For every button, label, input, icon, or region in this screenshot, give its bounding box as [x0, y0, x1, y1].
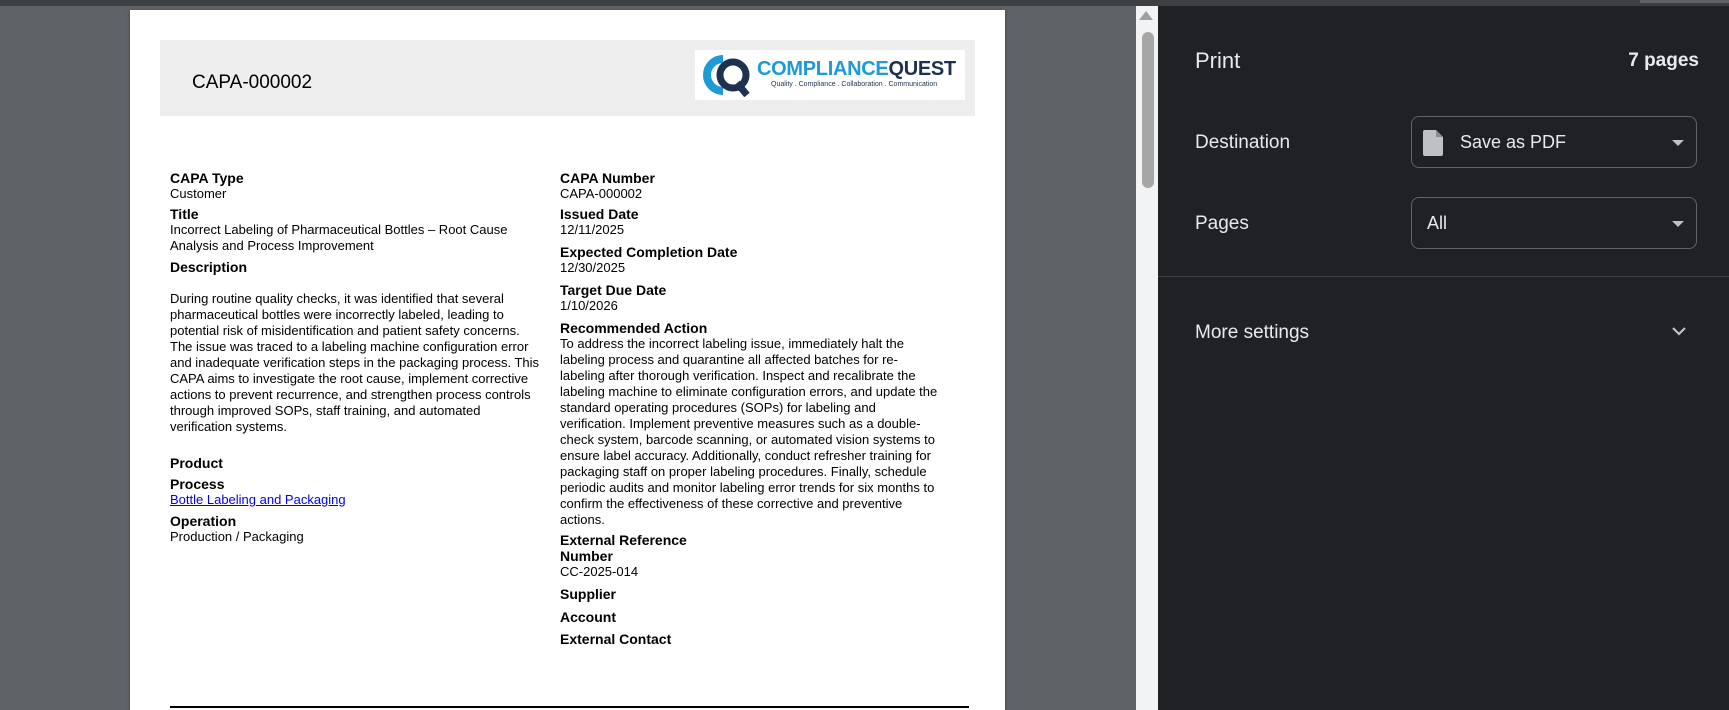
recommended-action-label: Recommended Action [560, 320, 708, 336]
left-column [170, 170, 540, 545]
external-contact-label: External Contact [560, 631, 672, 647]
capa-number-label: CAPA Number [560, 170, 655, 186]
dropdown-arrow-icon [1672, 140, 1684, 146]
title-label: Title [170, 206, 199, 222]
preview-page [130, 10, 1005, 710]
target-due-value: 1/10/2026 [560, 298, 618, 313]
scroll-up-arrow-icon[interactable] [1139, 11, 1153, 20]
title-value: Incorrect Labeling of Pharmaceutical Bottles – Root Cause Analysis and Process Improvement [170, 222, 508, 253]
page-count: 7 pages [1628, 50, 1699, 71]
pages-select[interactable] [1411, 197, 1697, 249]
panel-divider [1158, 276, 1729, 277]
section-divider [170, 706, 969, 708]
document-header [160, 40, 975, 116]
external-ref-value: CC-2025-014 [560, 564, 639, 579]
logo-wordmark-quest: QUEST [888, 58, 956, 80]
print-title: Print [1195, 48, 1241, 73]
process-label: Process [170, 476, 225, 492]
external-ref-label-line2: Number [560, 548, 613, 564]
account-label: Account [560, 609, 616, 625]
capa-number-value: CAPA-000002 [560, 186, 643, 201]
expected-completion-label: Expected Completion Date [560, 244, 738, 260]
logo-tagline: Quality . Compliance . Collaboration . Communication [771, 81, 938, 88]
destination-value: Save as PDF [1460, 132, 1567, 152]
destination-select[interactable] [1411, 116, 1697, 168]
document-id: CAPA-000002 [192, 72, 313, 93]
operation-value: Production / Packaging [170, 529, 304, 544]
dropdown-arrow-icon [1672, 221, 1684, 227]
expected-completion-value: 12/30/2025 [560, 260, 626, 275]
supplier-label: Supplier [560, 586, 617, 602]
print-preview-area [0, 6, 1136, 710]
product-label: Product [170, 455, 223, 471]
issued-date-value: 12/11/2025 [560, 222, 625, 237]
logo-wordmark-compliance: COMPLIANCE [757, 58, 889, 80]
capa-type-label: CAPA Type [170, 170, 244, 186]
pages-value: All [1427, 213, 1448, 233]
document-icon [1423, 130, 1443, 156]
chevron-down-icon[interactable] [1670, 324, 1688, 338]
pages-label: Pages [1195, 213, 1249, 234]
description-value: During routine quality checks, it was identified that several pharmaceutical bottles were incorrectly labeled, leading to potential risk of misidentification and patient safety concerns. The issue was traced to a labeling machine configuration error and inadequate verification steps in the packaging process. This CAPA aims to investigate the root cause, implement corrective actions to prevent recurrence, and strengthen process controls through improved SOPs, staff training, and automated verification systems. [170, 291, 540, 434]
recommended-action-value: To address the incorrect labeling issue, immediately halt the labeling process and quarantine all affected batches for re-labeling after thorough verification. Inspect and recalibrate the labeling machine to eliminate configuration errors, and update the standard operating procedures (SOPs) for labeling and verification. Implement preventive measures such as a double-check system, barcode scanning, or automated vision systems to ensure label accuracy. Additionally, conduct refresher training for packaging staff on proper labeling procedures. Finally, schedule periodic audits and monitor labeling error trends for six months to confirm the effectiveness of these corrective and preventive actions. [560, 336, 938, 527]
issued-date-label: Issued Date [560, 206, 639, 222]
destination-label: Destination [1195, 132, 1291, 153]
capa-type-value: Customer [170, 186, 227, 201]
right-column [560, 170, 940, 647]
logo-wordmark [757, 58, 956, 81]
external-ref-label-line1: External Reference [560, 532, 687, 548]
target-due-label: Target Due Date [560, 282, 667, 298]
print-settings-panel [1158, 6, 1729, 710]
top-edge-highlight [1640, 0, 1729, 3]
process-link[interactable]: Bottle Labeling and Packaging [170, 492, 346, 507]
operation-label: Operation [170, 513, 237, 529]
external-ref-label [560, 532, 940, 564]
more-settings-toggle[interactable]: More settings [1195, 322, 1310, 343]
scrollbar-thumb[interactable] [1142, 32, 1154, 188]
description-label: Description [170, 259, 248, 275]
cq-logo-mark-icon [697, 53, 755, 97]
compliancequest-logo [695, 50, 965, 100]
